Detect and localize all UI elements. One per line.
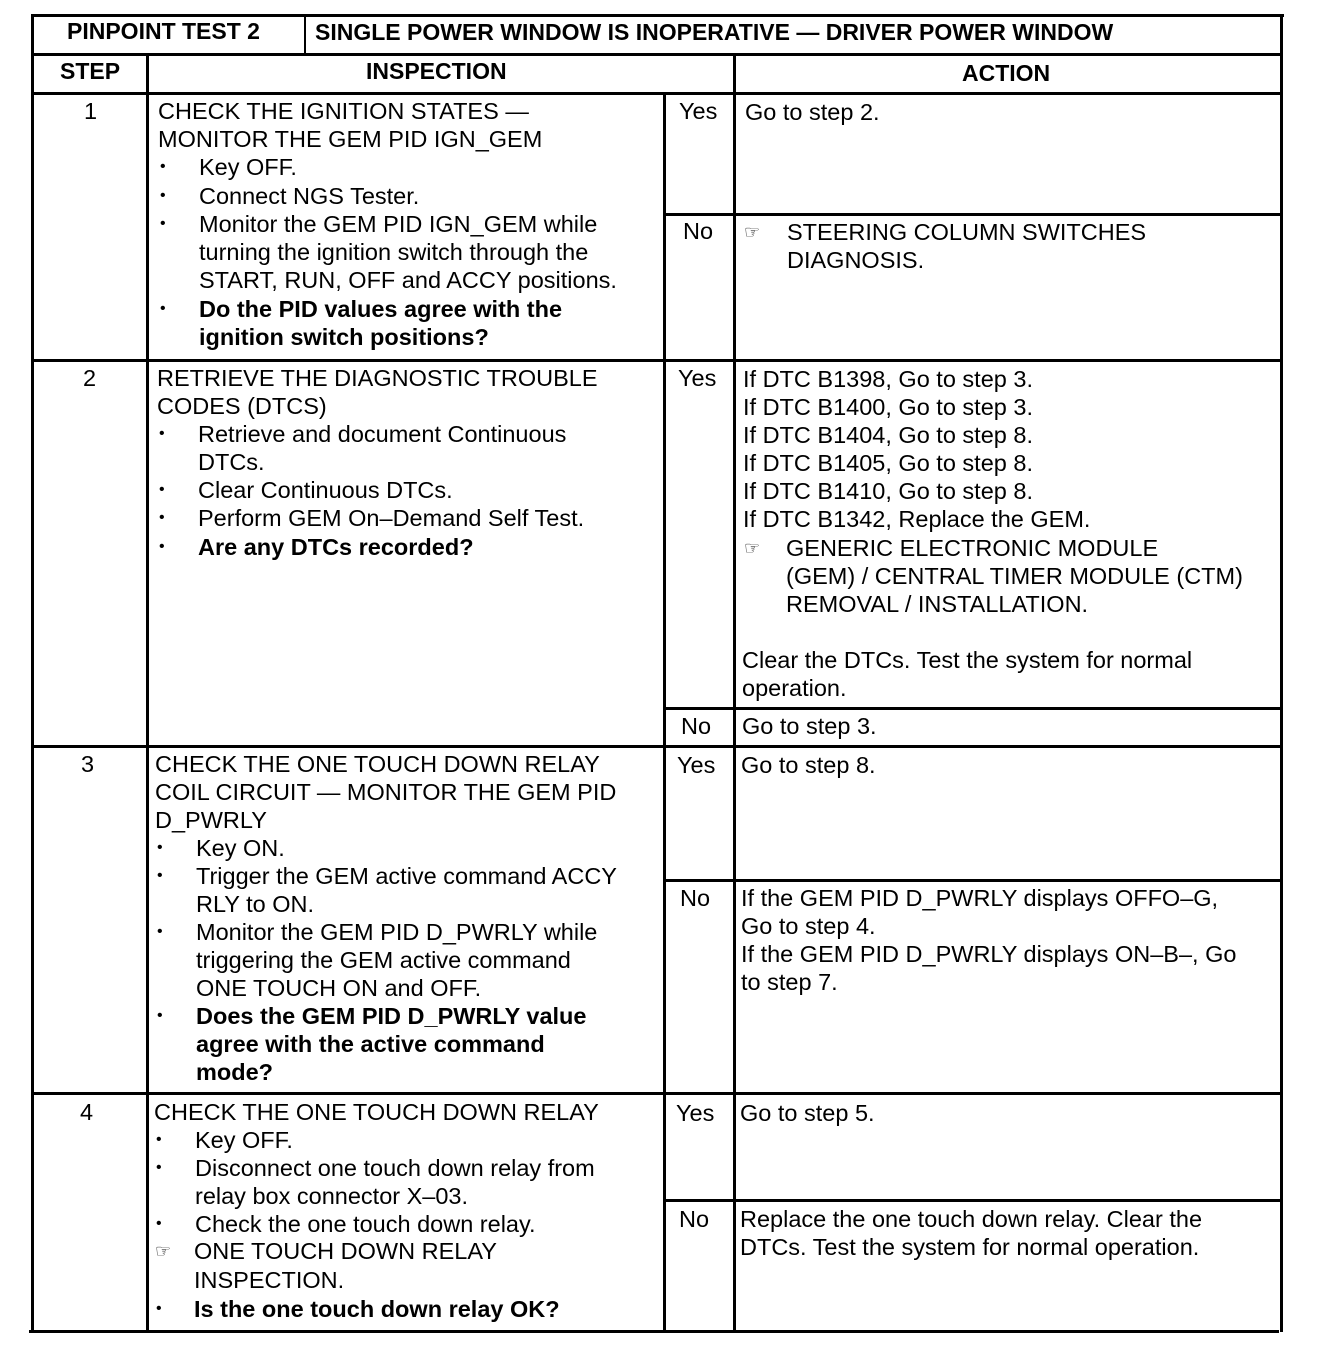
yesno-rule-4 [665, 1199, 1282, 1202]
reference-icon: ☞ [155, 1241, 172, 1261]
answer-yes: Yes [678, 365, 717, 391]
action-no: Replace the one touch down relay. Clear the [740, 1206, 1203, 1232]
answer-yes: Yes [676, 1100, 715, 1126]
bullet-text: DTCs. [198, 449, 265, 475]
row-rule-3 [34, 1092, 1282, 1095]
step-question: ignition switch positions? [199, 324, 489, 350]
action-yes-tail: operation. [742, 675, 847, 701]
bullet-text: ONE TOUCH ON and OFF. [196, 975, 482, 1001]
action-yes-ref: REMOVAL / INSTALLATION. [786, 591, 1089, 617]
header-rule-2 [34, 92, 1282, 95]
action-yes: Go to step 8. [741, 752, 876, 778]
step-title-line: D_PWRLY [155, 807, 267, 833]
bullet-marker: • [160, 300, 166, 317]
bullet-marker: • [157, 923, 163, 940]
action-yes: If DTC B1400, Go to step 3. [743, 394, 1033, 420]
action-yes: If DTC B1342, Replace the GEM. [743, 506, 1091, 532]
column-header-action: ACTION [962, 60, 1051, 86]
yesno-rule-2 [665, 707, 1282, 710]
step-number: 1 [84, 98, 98, 124]
col-action-divider [733, 55, 736, 1332]
bullet-marker: • [157, 867, 163, 884]
bullet-marker: • [157, 839, 163, 856]
page-title: SINGLE POWER WINDOW IS INOPERATIVE — DRIVER POWER WINDOW [315, 19, 1114, 45]
answer-yes: Yes [677, 752, 716, 778]
col-step-divider [146, 55, 149, 1332]
step-title-line: MONITOR THE GEM PID IGN_GEM [158, 126, 543, 152]
bullet-marker: • [159, 481, 165, 498]
title-divider [304, 14, 306, 54]
bullet-text: triggering the GEM active command [196, 947, 571, 973]
bullet-text: turning the ignition switch through the [199, 239, 589, 265]
bullet-text: Disconnect one touch down relay from [195, 1155, 595, 1181]
border-bottom [29, 1330, 1279, 1333]
step-title-line: CHECK THE IGNITION STATES — [158, 98, 529, 124]
bullet-text: Monitor the GEM PID IGN_GEM while [199, 211, 598, 237]
reference-icon: ☞ [744, 222, 761, 242]
reference-icon: ☞ [744, 538, 761, 558]
step-title-line: COIL CIRCUIT — MONITOR THE GEM PID [155, 779, 617, 805]
bullet-marker: • [160, 158, 166, 175]
action-yes: Go to step 2. [745, 99, 880, 125]
step-question: Is the one touch down relay OK? [194, 1296, 560, 1322]
bullet-marker: • [156, 1300, 162, 1317]
step-number: 2 [83, 365, 97, 391]
step-question: Do the PID values agree with the [199, 296, 563, 322]
action-no: If the GEM PID D_PWRLY displays ON–B–, Go [741, 941, 1237, 967]
bullet-text: Clear Continuous DTCs. [198, 477, 453, 503]
answer-no: No [683, 218, 714, 244]
action-no: DTCs. Test the system for normal operation. [740, 1234, 1200, 1260]
step-title-line: RETRIEVE THE DIAGNOSTIC TROUBLE [157, 365, 598, 391]
action-yes: If DTC B1405, Go to step 8. [743, 450, 1033, 476]
border-right [1280, 14, 1283, 1332]
action-no-ref: STEERING COLUMN SWITCHES [787, 219, 1147, 245]
step-question: agree with the active command [196, 1031, 545, 1057]
action-yes-ref: GENERIC ELECTRONIC MODULE [786, 535, 1159, 561]
col-answer-divider [663, 94, 666, 1332]
pinpoint-label: PINPOINT TEST 2 [67, 18, 260, 44]
action-no: If the GEM PID D_PWRLY displays OFFO–G, [741, 885, 1219, 911]
step-question: Does the GEM PID D_PWRLY value [196, 1003, 587, 1029]
bullet-text: Retrieve and document Continuous [198, 421, 567, 447]
step-question: Are any DTCs recorded? [198, 534, 474, 560]
action-no: Go to step 3. [742, 713, 877, 739]
answer-no: No [680, 885, 711, 911]
action-yes: If DTC B1410, Go to step 8. [743, 478, 1033, 504]
bullet-text: Key OFF. [199, 154, 297, 180]
border-left [31, 14, 34, 1332]
action-yes-tail: Clear the DTCs. Test the system for normal [742, 647, 1193, 673]
row-rule-1 [34, 359, 1282, 362]
bullet-text: Monitor the GEM PID D_PWRLY while [196, 919, 598, 945]
row-rule-2 [34, 745, 1282, 748]
action-no-ref: DIAGNOSIS. [787, 247, 925, 273]
answer-no: No [681, 713, 712, 739]
bullet-marker: • [159, 538, 165, 555]
bullet-marker: • [160, 215, 166, 232]
bullet-marker: • [157, 1007, 163, 1024]
step-title-line: CHECK THE ONE TOUCH DOWN RELAY [155, 751, 600, 777]
reference-text: INSPECTION. [194, 1267, 345, 1293]
action-yes: If DTC B1404, Go to step 8. [743, 422, 1033, 448]
bullet-marker: • [160, 187, 166, 204]
bullet-marker: • [159, 425, 165, 442]
answer-no: No [679, 1206, 710, 1232]
action-no: Go to step 4. [741, 913, 876, 939]
action-yes: Go to step 5. [740, 1100, 875, 1126]
header-rule-1 [34, 53, 1282, 56]
bullet-marker: • [156, 1159, 162, 1176]
reference-text: ONE TOUCH DOWN RELAY [194, 1238, 497, 1264]
answer-yes: Yes [679, 98, 718, 124]
step-title-line: CODES (DTCS) [157, 393, 327, 419]
bullet-marker: • [156, 1131, 162, 1148]
step-number: 4 [80, 1099, 94, 1125]
bullet-text: Key OFF. [195, 1127, 293, 1153]
step-title-line: CHECK THE ONE TOUCH DOWN RELAY [154, 1099, 599, 1125]
bullet-marker: • [156, 1215, 162, 1232]
yesno-rule-3 [665, 879, 1282, 882]
bullet-marker: • [159, 509, 165, 526]
bullet-text: relay box connector X–03. [195, 1183, 469, 1209]
action-yes-ref: (GEM) / CENTRAL TIMER MODULE (CTM) [786, 563, 1243, 589]
yesno-rule-1 [665, 213, 1282, 216]
bullet-text: Key ON. [196, 835, 285, 861]
step-number: 3 [81, 751, 95, 777]
step-question: mode? [196, 1059, 274, 1085]
bullet-text: RLY to ON. [196, 891, 314, 917]
action-yes: If DTC B1398, Go to step 3. [743, 366, 1033, 392]
bullet-text: Trigger the GEM active command ACCY [196, 863, 617, 889]
action-no: to step 7. [741, 969, 838, 995]
column-header-step: STEP [60, 58, 121, 84]
column-header-inspection: INSPECTION [366, 58, 507, 84]
bullet-text: Perform GEM On–Demand Self Test. [198, 505, 585, 531]
bullet-text: Connect NGS Tester. [199, 183, 420, 209]
bullet-text: Check the one touch down relay. [195, 1211, 536, 1237]
bullet-text: START, RUN, OFF and ACCY positions. [199, 267, 617, 293]
